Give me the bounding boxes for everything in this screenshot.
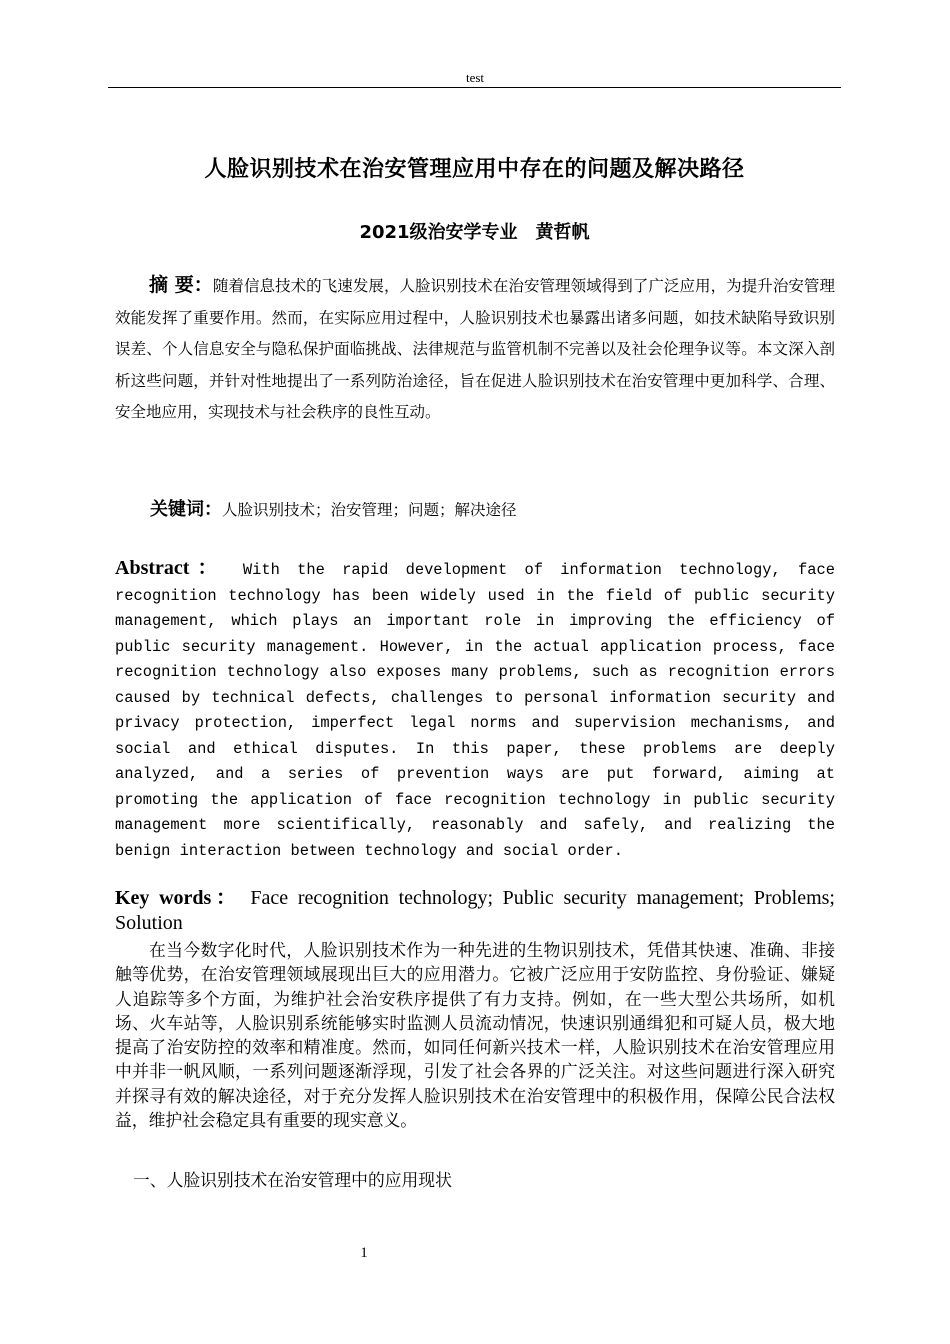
english-abstract-label: Abstract：	[115, 557, 226, 579]
author-line: 2021级治安学专业 黄哲帆	[359, 222, 590, 243]
english-keywords-text: Face recognition technology; Public security management; Problems; Solution	[115, 887, 835, 934]
running-header: test	[465, 70, 485, 85]
chinese-abstract-text: 随着信息技术的飞速发展，人脸识别技术在治安管理领域得到了广泛应用，为提升治安管理效能发挥了重要作用。然而，在实际应用过程中，人脸识别技术也暴露出诸多问题，如技术缺陷导致识别误差、个人信息安全与隐私保护面临挑战、法律规范与监管机制不完善以及社会伦理争议等。本文深入剖析这些问题，并针对性地提出了一系列防治途径，旨在促进人脸识别技术在治安管理中更加科学、合理、安全地应用，实现技术与社会秩序的良性互动。	[115, 277, 835, 421]
page-number: 1	[360, 1245, 368, 1261]
chinese-abstract	[115, 270, 835, 429]
section-heading: 一、人脸识别技术在治安管理中的应用现状	[133, 1170, 452, 1190]
paper-title: 人脸识别技术在治安管理应用中存在的问题及解决路径	[204, 157, 745, 182]
header-divider	[108, 87, 841, 88]
chinese-keywords-label: 关键词：	[150, 499, 222, 520]
english-abstract	[115, 556, 835, 864]
chinese-keywords	[150, 495, 840, 521]
chinese-keywords-text: 人脸识别技术；治安管理；问题；解决途径	[222, 501, 517, 519]
body-section	[115, 938, 835, 1132]
body-paragraph: 在当今数字化时代，人脸识别技术作为一种先进的生物识别技术，凭借其快速、准确、非接触等优势，在治安管理领域展现出巨大的应用潜力。它被广泛应用于安防监控、身份验证、嫌疑人追踪等多个方面，为维护社会治安秩序提供了有力支持。例如，在一些大型公共场所，如机场、火车站等，人脸识别系统能够实时监测人员流动情况，快速识别通缉犯和可疑人员，极大地提高了治安防控的效率和精准度。然而，如同任何新兴技术一样，人脸识别技术在治安管理应用中并非一帆风顺，一系列问题逐渐浮现，引发了社会各界的广泛关注。对这些问题进行深入研究并探寻有效的解决途径，对于充分发挥人脸识别技术在治安管理中的积极作用，保障公民合法权益，维护社会稳定具有重要的现实意义。	[115, 940, 835, 1131]
english-keywords-label: Key words：	[115, 887, 241, 909]
english-abstract-text: With the rapid development of information technology, face recognition technology has been widely used in the field of public security management, which plays an important role in improving the efficiency of public security management. However, in the actual application process, face recognition technology also exposes many problems, such as recognition errors caused by technical defects, challenges to personal information security and privacy protection, imperfect legal norms and supervision mechanisms, and social and ethical disputes. In this paper, these problems are deeply analyzed, and a series of prevention ways are put forward, aiming at promoting the application of face recognition technology in public security management more scientifically, reasonably and safely, and realizing the benign interaction between technology and social order.	[115, 561, 835, 860]
chinese-abstract-label: 摘 要：	[149, 274, 213, 296]
english-keywords	[115, 886, 835, 936]
